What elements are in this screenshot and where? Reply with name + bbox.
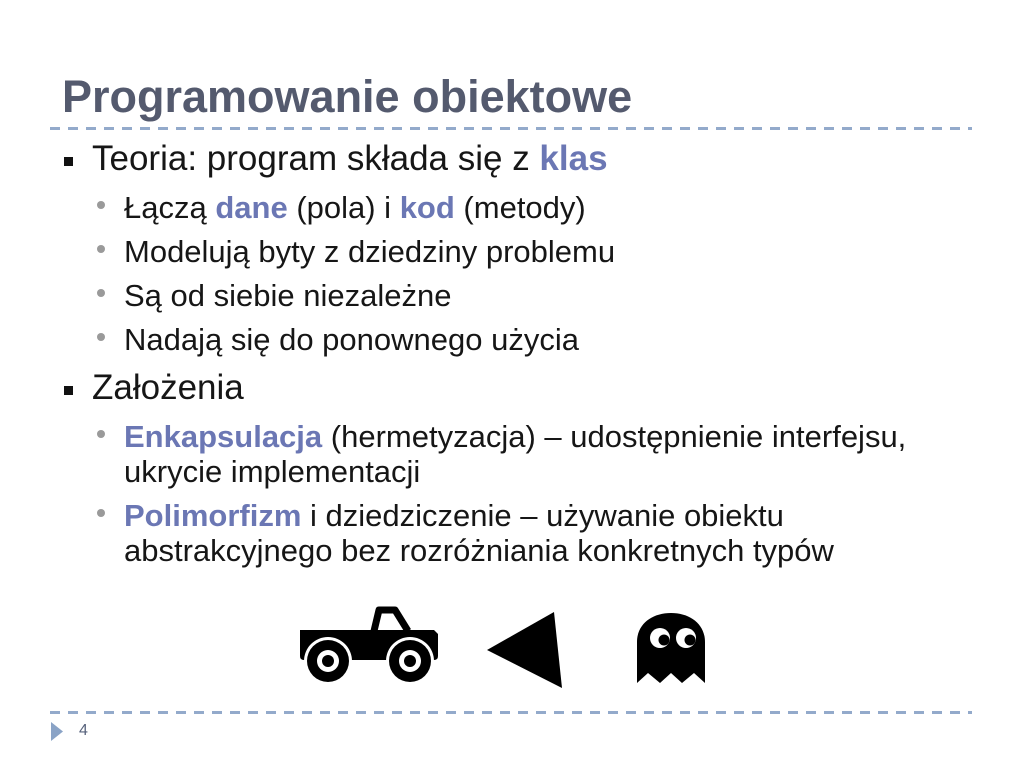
slide-title: Programowanie obiektowe <box>62 71 633 122</box>
square-bullet-icon <box>64 157 73 166</box>
left-triangle-icon <box>487 610 563 690</box>
sub-bullet-text: abstrakcyjnego bez rozróżniania konkretnych typów <box>124 533 834 568</box>
sub-bullet-line <box>124 419 1024 454</box>
dot-bullet-icon <box>97 509 105 517</box>
sub-bullet-domain-modeling <box>0 234 1024 269</box>
emphasis-text: dane <box>215 190 288 225</box>
jeep-rear-wheel <box>304 637 352 684</box>
sub-bullet-text: i dziedziczenie – używanie obiektu <box>301 498 784 533</box>
dot-bullet-icon <box>97 245 105 253</box>
emphasis-text: klas <box>539 139 608 178</box>
emphasis-text: Polimorfizm <box>124 498 302 533</box>
triangle-shape <box>487 612 562 688</box>
dot-bullet-icon <box>97 201 105 209</box>
bullet-list <box>0 137 1024 568</box>
jeep-front-wheel <box>386 637 434 684</box>
ghost-body <box>637 613 705 683</box>
dot-bullet-icon <box>97 333 105 341</box>
sub-bullet-text: (hermetyzacja) – udostępnienie interfejsu, <box>322 419 907 454</box>
sub-bullet-reuse <box>0 322 1024 357</box>
dot-bullet-icon <box>97 289 105 297</box>
page-number: 4 <box>79 722 88 739</box>
sub-bullet-text: (pola) i <box>287 190 400 225</box>
bullet-text: Założenia <box>92 368 244 407</box>
sub-bullet-text: Modelują byty z dziedziny problemu <box>124 234 616 269</box>
sub-bullet-independence <box>0 278 1024 313</box>
jeep-roll-bar <box>374 610 408 631</box>
bullet-theory <box>0 137 1024 181</box>
sub-bullet-polymorphism <box>0 498 1024 568</box>
bullet-assumptions <box>0 366 1024 410</box>
right-triangle-icon <box>51 722 63 741</box>
footer-divider <box>50 711 972 714</box>
jeep-icon <box>298 606 440 684</box>
sub-bullet-encapsulation <box>0 419 1024 489</box>
emphasis-text: Enkapsulacja <box>124 419 323 454</box>
title-divider <box>50 127 972 130</box>
sub-bullet-text: Łączą <box>124 190 216 225</box>
dot-bullet-icon <box>97 430 105 438</box>
square-bullet-icon <box>64 386 73 395</box>
bullet-text: Teoria: program składa się z <box>92 139 540 178</box>
ghost-icon <box>637 612 705 684</box>
sub-bullet-text: Nadają się do ponownego użycia <box>124 322 579 357</box>
sub-bullet-line <box>124 498 1024 533</box>
sub-bullet-text: (metody) <box>454 190 586 225</box>
emphasis-text: kod <box>399 190 455 225</box>
sub-bullet-text: ukrycie implementacji <box>124 454 421 489</box>
sub-bullet-data-code <box>0 190 1024 225</box>
sub-bullet-text: Są od siebie niezależne <box>124 278 452 313</box>
